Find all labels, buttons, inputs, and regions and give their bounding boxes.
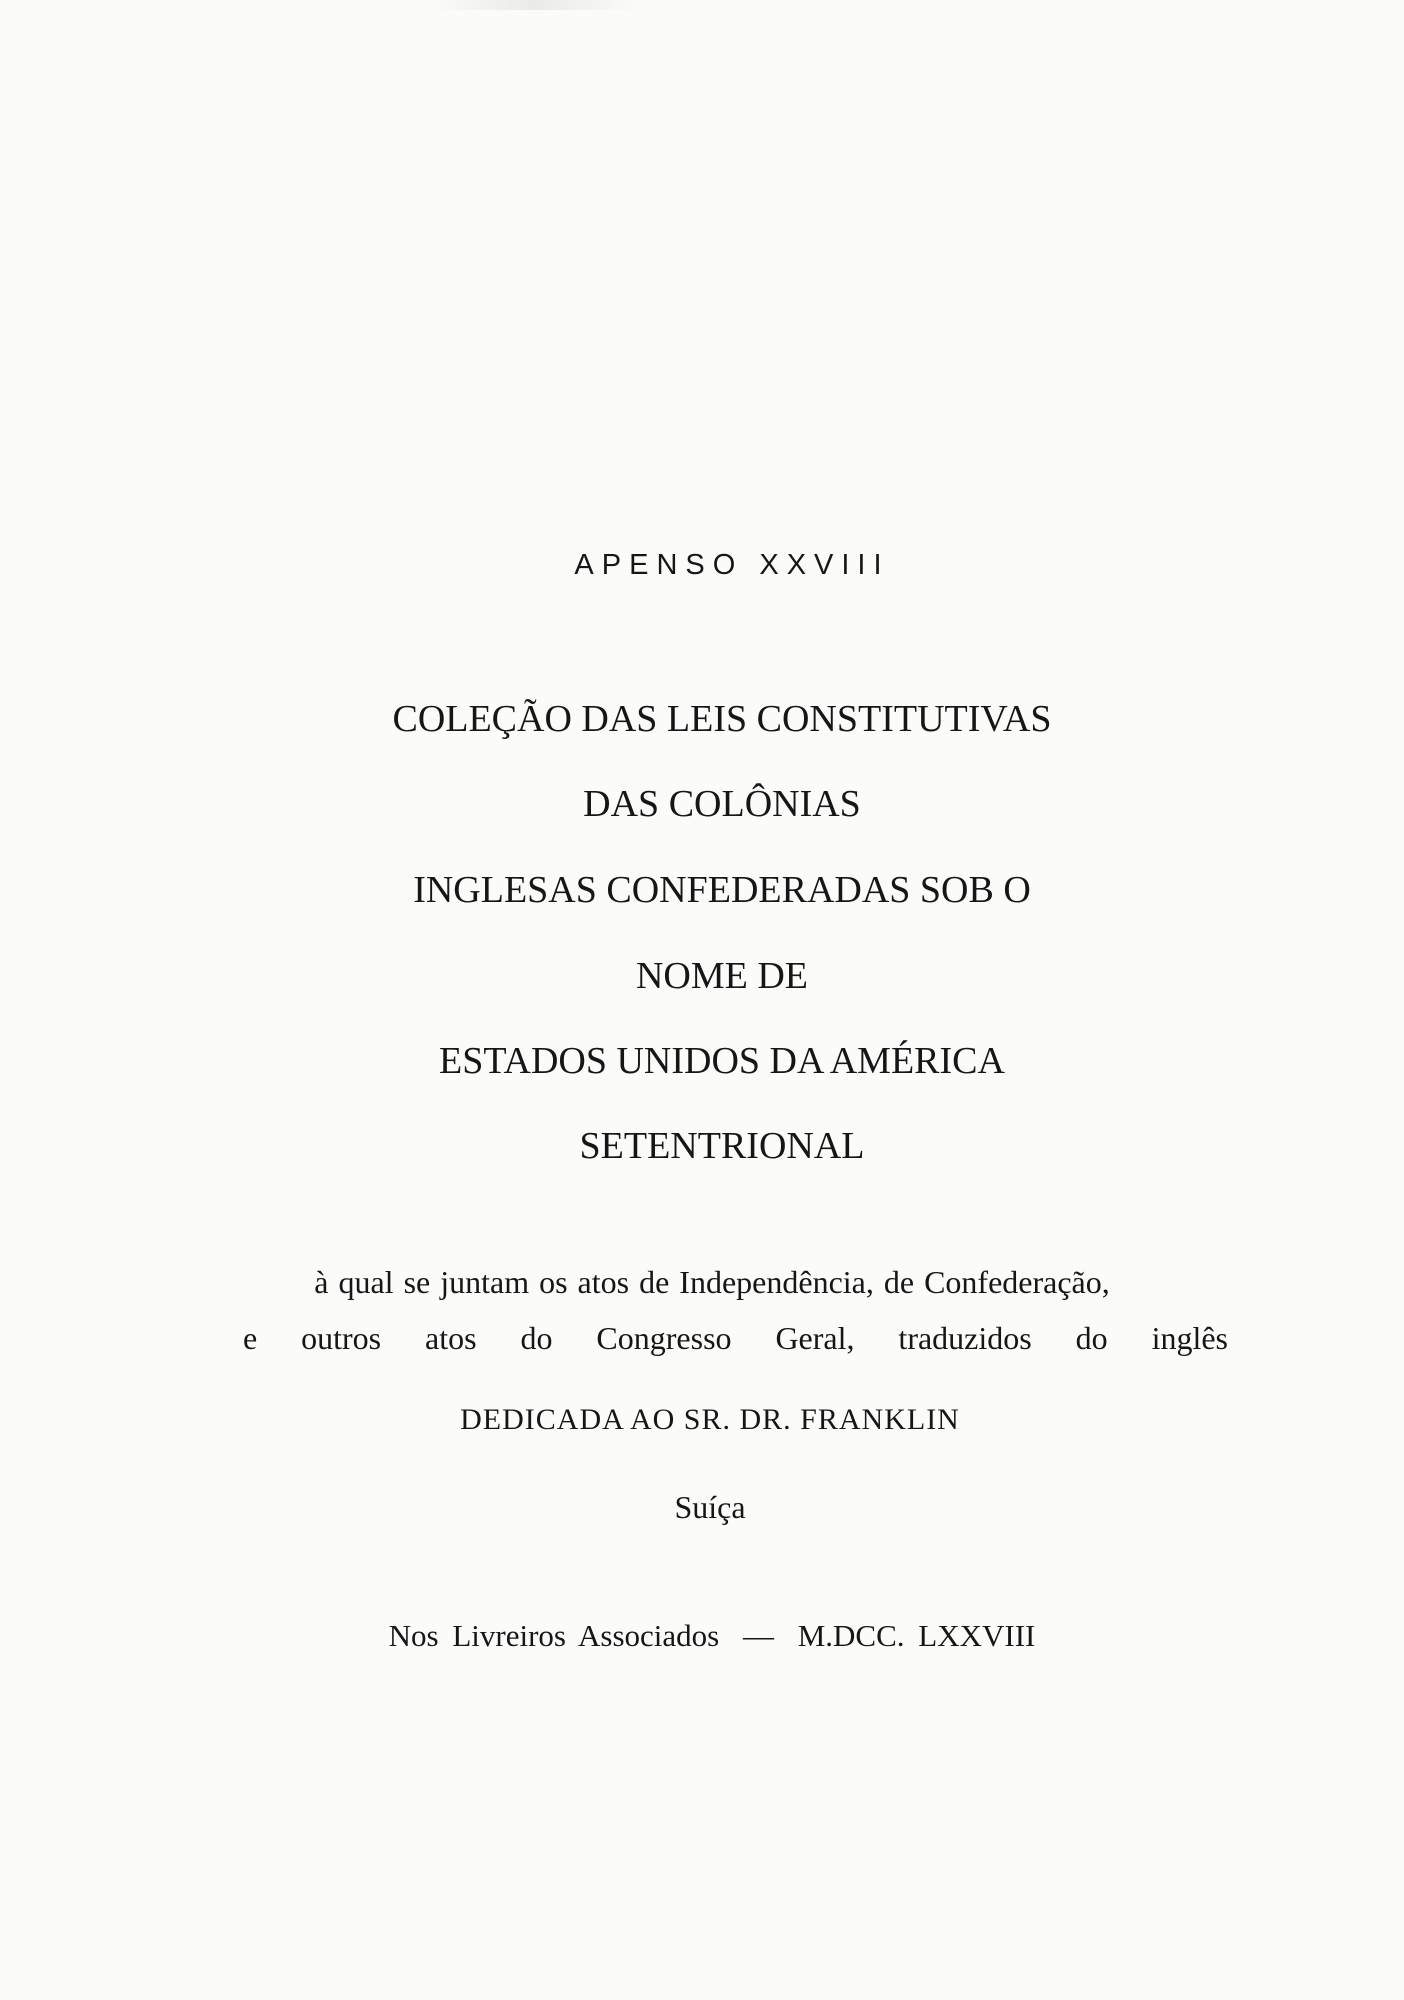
- title-line-2: DAS COLÔNIAS: [583, 783, 861, 825]
- place-of-publication: Suíça: [674, 1489, 746, 1525]
- subtitle-line-1: à qual se juntam os atos de Independência, de Confederação,: [314, 1264, 1110, 1300]
- imprint-separator: —: [742, 1618, 774, 1653]
- appendix-heading: APENSO XXVIII: [574, 549, 890, 581]
- title-line-5: ESTADOS UNIDOS DA AMÉRICA: [439, 1040, 1005, 1082]
- dedication: DEDICADA AO SR. DR. FRANKLIN: [460, 1403, 960, 1436]
- title-line-6: SETENTRIONAL: [579, 1125, 865, 1167]
- imprint-year: M.DCC. LXXVIII: [797, 1618, 1036, 1653]
- subtitle-line-2: e outros atos do Congresso Geral, traduzidos do inglês: [243, 1320, 1228, 1356]
- scan-smudge: [430, 0, 640, 10]
- title-line-1: COLEÇÃO DAS LEIS CONSTITUTIVAS: [392, 698, 1052, 740]
- title-line-4: NOME DE: [635, 955, 809, 997]
- imprint-publisher: Nos Livreiros Associados: [388, 1618, 720, 1653]
- title-line-3: INGLESAS CONFEDERADAS SOB O: [413, 869, 1031, 911]
- imprint: [10, 1620, 1404, 1651]
